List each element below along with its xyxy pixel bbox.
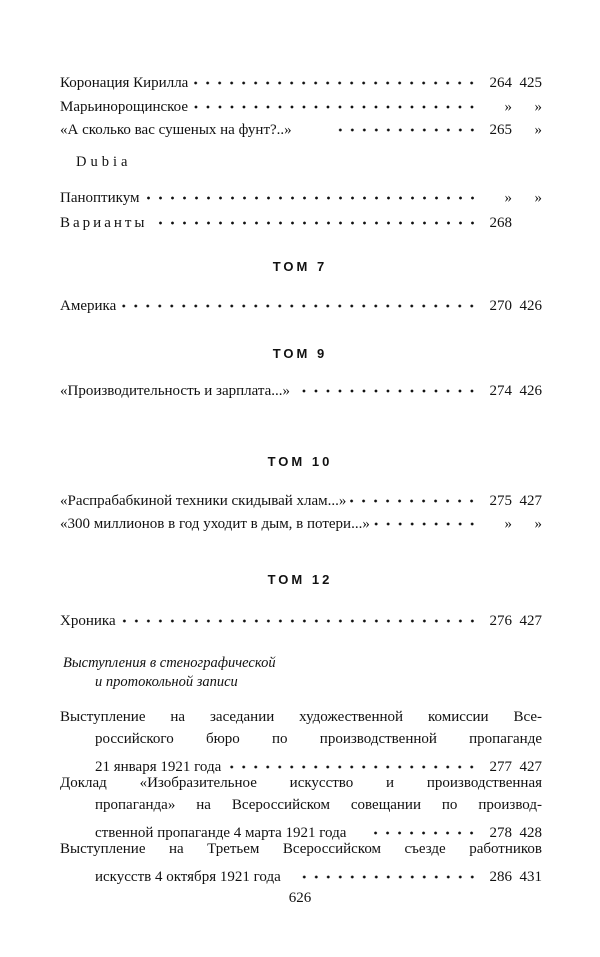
dot-leader xyxy=(332,114,478,134)
text-page: 265 xyxy=(489,122,512,138)
text-page: » xyxy=(504,516,512,532)
dot-leader xyxy=(144,182,479,202)
toc-entry xyxy=(60,508,542,532)
entry-title: ственной пропаганде 4 марта 1921 года xyxy=(95,825,347,841)
toc-entry xyxy=(60,485,542,509)
entry-line: Выступление на Третьем Всероссийском съезде работников xyxy=(60,841,542,857)
dot-leader xyxy=(366,817,478,837)
page-number: 626 xyxy=(288,890,312,906)
notes-page: 428 xyxy=(519,825,542,841)
toc-entry xyxy=(60,91,542,115)
dot-leader xyxy=(350,485,478,505)
dot-leader xyxy=(225,751,478,771)
entry-title: Варианты xyxy=(60,215,148,231)
toc-entry xyxy=(60,605,542,629)
dot-leader xyxy=(120,290,478,310)
entry-title: «Производительность и зарплата...» xyxy=(60,383,291,399)
text-page: » xyxy=(504,99,512,115)
notes-page: 431 xyxy=(519,869,542,885)
entry-title: Хроника xyxy=(60,613,116,629)
dot-leader xyxy=(152,207,478,227)
text-page: 276 xyxy=(489,613,512,629)
notes-page: 427 xyxy=(519,759,542,775)
entry-line: Доклад «Изобразительное искусство и производственная xyxy=(60,775,542,791)
notes-page: » xyxy=(534,516,542,532)
entry-title: «Распрабабкиной техники скидывай хлам...» xyxy=(60,493,347,509)
dot-leader xyxy=(192,67,478,87)
notes-page: 425 xyxy=(519,75,542,91)
entry-title: искусств 4 октября 1921 года xyxy=(95,869,281,885)
entry-title: 21 января 1921 года xyxy=(95,759,222,775)
toc-entry xyxy=(95,861,542,885)
entry-line: Выступление на заседании художественной комиссии Все- xyxy=(60,709,542,725)
text-page: 275 xyxy=(489,493,512,509)
volume-heading: ТОМ 10 xyxy=(267,454,333,469)
toc-entry xyxy=(60,114,542,138)
notes-page: 427 xyxy=(519,493,542,509)
entry-title: «300 миллионов в год уходит в дым, в потери...» xyxy=(60,516,370,532)
text-page: 268 xyxy=(489,215,512,231)
text-page: 274 xyxy=(489,383,512,399)
dot-leader xyxy=(294,375,478,395)
entry-title: Паноптикум xyxy=(60,190,140,206)
dot-leader xyxy=(297,861,478,881)
volume-heading: ТОМ 7 xyxy=(272,259,328,274)
entry-line: пропаганда» на Всероссийском совещании по производ- xyxy=(95,797,542,813)
entry-title: Марьинорощинское xyxy=(60,99,189,115)
notes-page: » xyxy=(534,122,542,138)
text-page: 277 xyxy=(489,759,512,775)
section-heading-speeches: Выступления в стенографической xyxy=(63,655,276,671)
notes-page: 426 xyxy=(519,383,542,399)
text-page: 270 xyxy=(489,298,512,314)
entry-title: Коронация Кирилла xyxy=(60,75,189,91)
toc-entry xyxy=(60,375,542,399)
dot-leader xyxy=(120,605,478,625)
text-page: 264 xyxy=(489,75,512,91)
section-heading-speeches-line2: и протокольной записи xyxy=(95,674,238,690)
toc-entry xyxy=(95,751,542,775)
text-page: 278 xyxy=(489,825,512,841)
entry-title: «А сколько вас сушеных на фунт?..» xyxy=(60,122,292,138)
volume-heading: ТОМ 12 xyxy=(267,572,333,587)
entry-title: Америка xyxy=(60,298,117,314)
dot-leader xyxy=(192,91,478,111)
volume-heading: ТОМ 9 xyxy=(272,346,328,361)
toc-entry xyxy=(60,290,542,314)
notes-page: » xyxy=(534,190,542,206)
notes-page: 426 xyxy=(519,298,542,314)
notes-page: 427 xyxy=(519,613,542,629)
entry-line: российского бюро по производственной пропаганде xyxy=(95,731,542,747)
dot-leader xyxy=(374,508,478,528)
toc-entry xyxy=(60,182,542,206)
section-heading-dubia: Dubia xyxy=(76,154,132,170)
toc-entry xyxy=(60,67,542,91)
notes-page: » xyxy=(534,99,542,115)
text-page: » xyxy=(504,190,512,206)
toc-entry xyxy=(60,207,542,231)
text-page: 286 xyxy=(489,869,512,885)
toc-entry xyxy=(95,817,542,841)
